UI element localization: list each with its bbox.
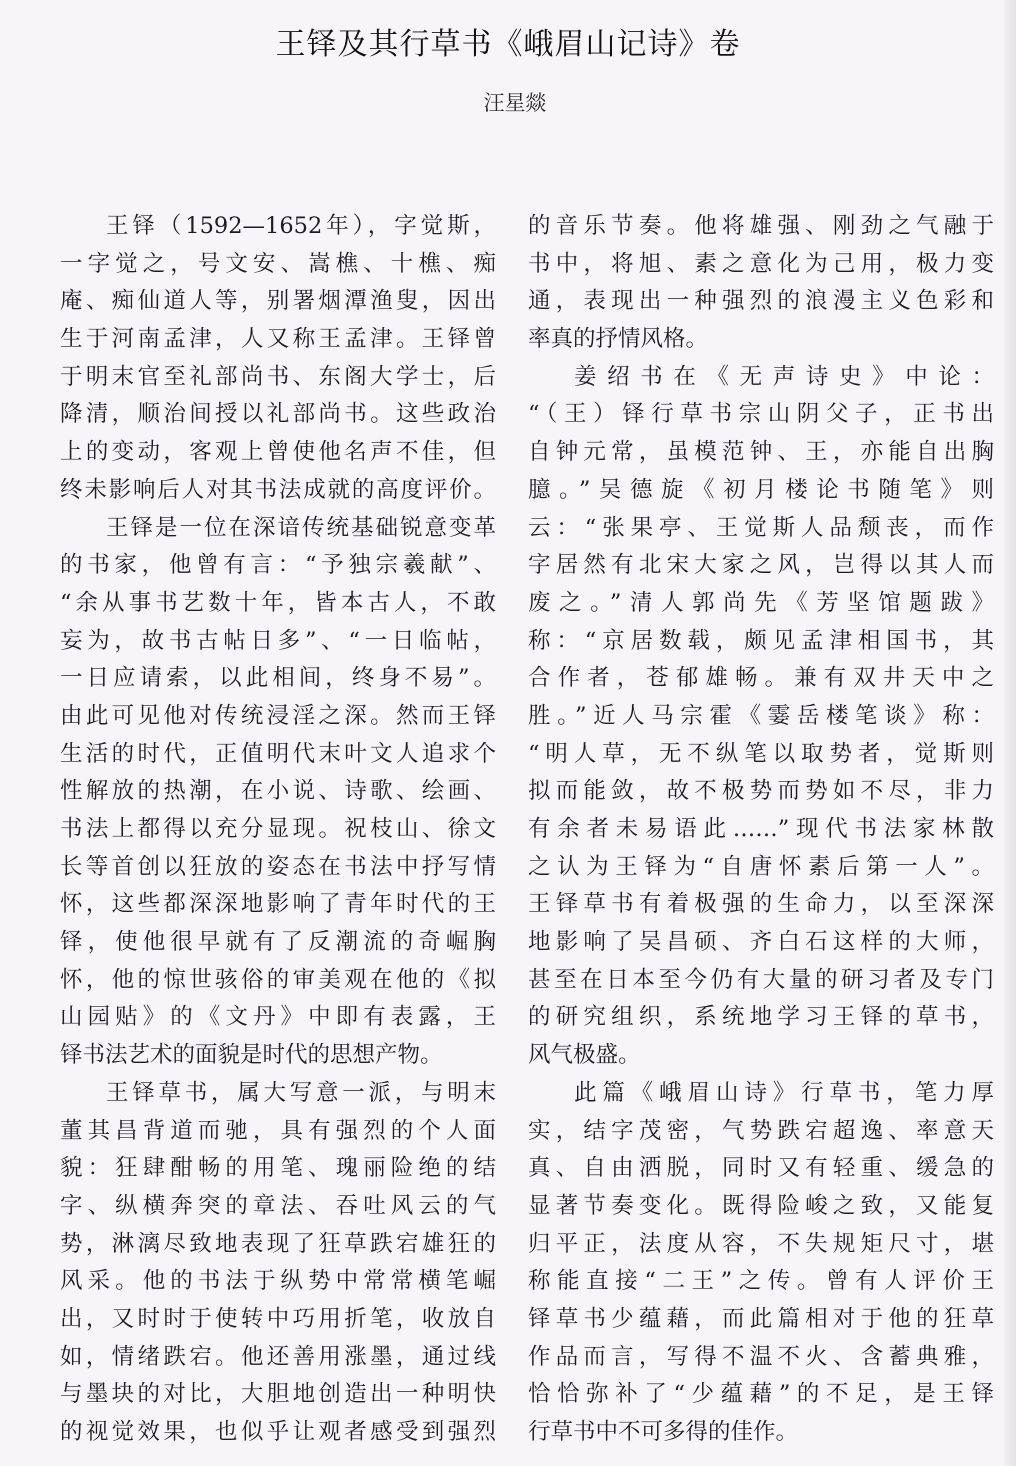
text-line: 生于河南孟津，人又称王孟津。王铎曾 [60,326,496,353]
text-line: 铎，使他很早就有了反潮流的奇崛胸 [60,929,496,956]
text-line: 真、自由洒脱，同时又有轻重、缓急的 [528,1155,994,1182]
text-line: 于明末官至礼部尚书、东阁大学士，后 [60,363,496,390]
text-line: 作品而言，写得不温不火、含蓄典雅， [528,1343,994,1370]
text-line: 一字觉之，号文安、嵩樵、十樵、痴 [60,250,496,277]
text-line: 如，情绪跌宕。他还善用涨墨，通过线 [60,1343,496,1370]
text-line: 臆。”吴德旋《初月楼论书随笔》则 [528,476,994,503]
text-line: 上的变动，客观上曾使他名声不佳，但 [60,439,496,466]
text-line: 称：“京居数载，颇见孟津相国书，其 [528,627,994,654]
text-line: 胜。”近人马宗霍《霎岳楼笔谈》称： [528,702,994,729]
text-line: 王铎是一位在深谙传统基础锐意变革 [106,514,496,541]
text-line: 之认为王铎为“自唐怀素后第一人”。 [528,853,994,880]
text-line: 的书家，他曾有言：“予独宗羲献”、 [60,552,496,579]
text-line: 终未影响后人对其书法成就的高度评价。 [60,476,496,503]
text-line: 恰恰弥补了“少蕴藉”的不足，是王铎 [528,1381,994,1408]
body-column-left [60,208,496,1452]
article-title: 王铎及其行草书《峨眉山记诗》卷 [275,27,741,62]
text-line: 云：“张果亭、王觉斯人品颓丧，而作 [528,514,994,541]
text-line: 通，表现出一种强烈的浪漫主义色彩和 [528,288,994,315]
text-line: 由此可见他对传统浸淫之深。然而王铎 [60,702,496,729]
body-column-right [528,208,994,1452]
text-line: 率真的抒情风格。 [528,326,709,353]
text-line: 出，又时时于使转中巧用折笔，收放自 [60,1305,496,1332]
text-line: “余从事书艺数十年，皆本古人，不敢 [60,589,496,616]
text-line: 董其昌背道而驰，具有强烈的个人面 [60,1117,496,1144]
text-line: 铎草书少蕴藉，而此篇相对于他的狂草 [528,1305,994,1332]
text-line: “（王）铎行草书宗山阴父子，正书出 [528,401,994,428]
text-line: 书中，将旭、素之意化为己用，极力变 [528,250,994,277]
text-line: 貌：狂肆酣畅的用笔、瑰丽险绝的结 [60,1155,496,1182]
text-line: 王铎（1592—1652年），字觉斯， [106,213,496,239]
text-line: 势，淋漓尽致地表现了狂草跌宕雄狂的 [60,1230,496,1257]
text-line: 山园贴》的《文丹》中即有表露，王 [60,1004,496,1031]
text-line: 拟而能敛，故不极势而势如不尽，非力 [528,778,994,805]
text-line: 妄为，故书古帖日多”、“一日临帖， [60,627,496,654]
text-line: 甚至在日本至今仍有大量的研习者及专门 [528,966,994,993]
text-line: 此篇《峨眉山诗》行草书，笔力厚 [574,1079,994,1106]
text-line: 王铎草书，属大写意一派，与明末 [106,1079,496,1106]
text-line: 归平正，法度从容，不失规矩尺寸，堪 [528,1230,994,1257]
text-line: 有余者未易语此……”现代书法家林散 [528,816,994,842]
text-line: 废之。”清人郭尚先《芳坚馆题跋》 [528,589,994,616]
text-line: 与墨块的对比，大胆地创造出一种明快 [60,1381,496,1408]
text-line: 自钟元常，虽模范钟、王，亦能自出胸 [528,439,994,466]
text-line: 行草书中不可多得的佳作。 [528,1419,799,1445]
text-line: 铎书法艺术的面貌是时代的思想产物。 [60,1042,443,1069]
text-line: 一日应请索，以此相间，终身不易”。 [60,665,496,692]
text-line: 的研究组织，系统地学习王铎的草书， [528,1004,994,1031]
text-line: 实，结字茂密，气势跌宕超逸、率意天 [528,1117,994,1144]
text-line: 降清，顺治间授以礼部尚书。这些政治 [60,401,496,428]
text-line: 的音乐节奏。他将雄强、刚劲之气融于 [528,213,994,239]
text-line: 书法上都得以充分显现。祝枝山、徐文 [60,816,496,842]
article-author: 汪星燚 [483,91,547,115]
text-line: 称能直接“二王”之传。曾有人评价王 [528,1268,994,1295]
text-line: 怀，他的惊世骇俗的审美观在他的《拟 [60,966,496,993]
text-line: 王铎草书有着极强的生命力，以至深深 [528,891,994,918]
text-line: 姜绍书在《无声诗史》中论： [574,363,994,390]
text-line: 风采。他的书法于纵势中常常横笔崛 [60,1268,496,1295]
text-line: 显著节奏变化。既得险峻之致，又能复 [528,1192,994,1219]
text-line: 生活的时代，正值明代末叶文人追求个 [60,740,496,767]
text-line: 的视觉效果，也似乎让观者感受到强烈 [60,1419,496,1445]
text-line: 地影响了吴昌硕、齐白石这样的大师， [528,929,994,956]
text-line: “明人草，无不纵笔以取势者，觉斯则 [528,740,994,767]
text-line: 合作者，苍郁雄畅。兼有双井天中之 [528,665,994,692]
page-edge-shadow [1004,0,1016,1466]
text-line: 风气极盛。 [528,1042,641,1069]
text-line: 庵、痴仙道人等，别署烟潭渔叟，因出 [60,288,496,315]
text-line: 字居然有北宋大家之风，岂得以其人而 [528,552,994,579]
text-line: 性解放的热潮，在小说、诗歌、绘画、 [60,778,496,805]
text-line: 怀，这些都深深地影响了青年时代的王 [60,891,496,918]
text-line: 长等首创以狂放的姿态在书法中抒写情 [60,853,496,880]
text-line: 字、纵横奔突的章法、吞吐风云的气 [60,1192,496,1219]
